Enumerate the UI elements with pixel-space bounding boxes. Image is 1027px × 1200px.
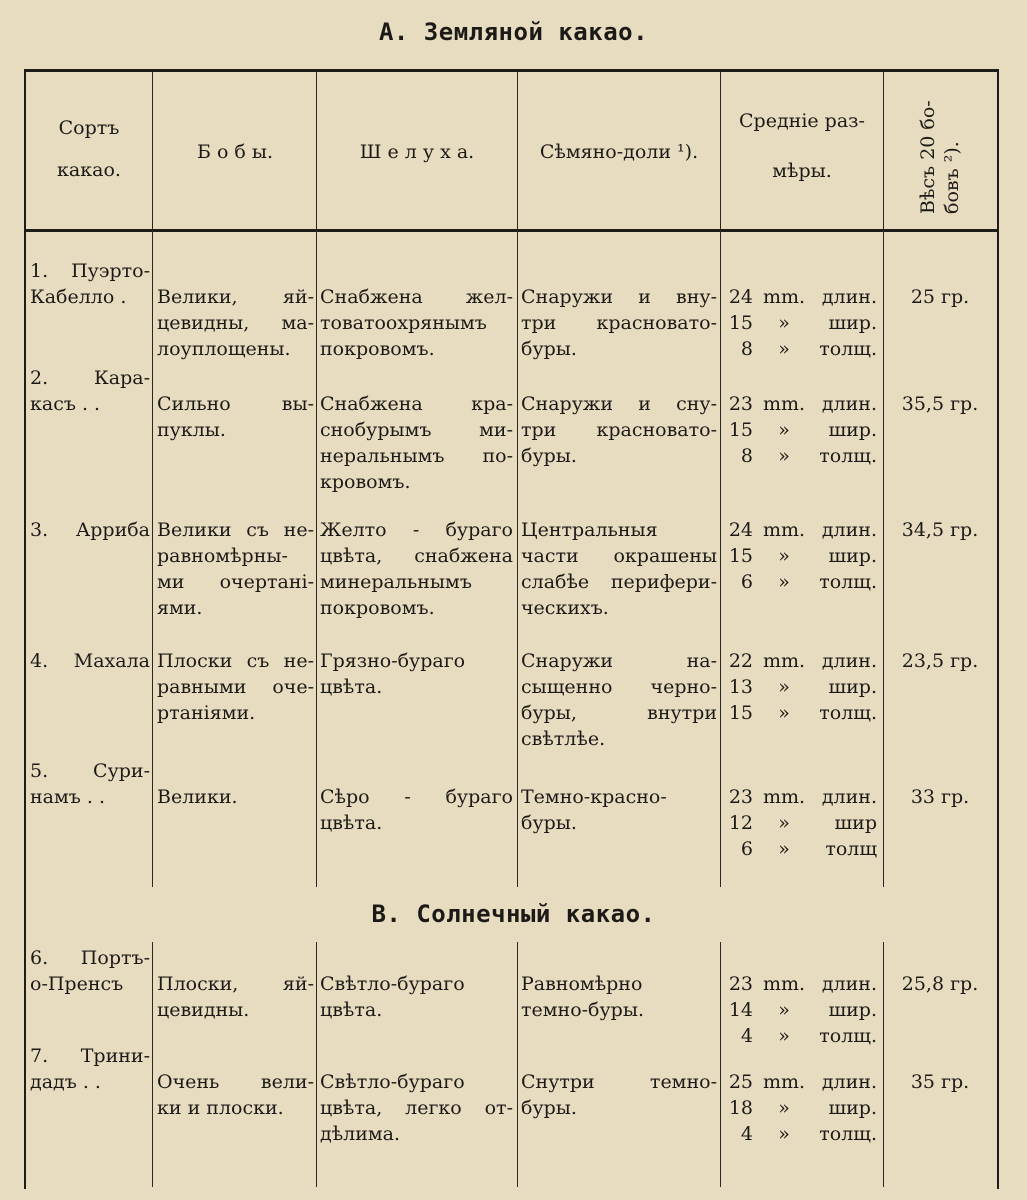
cell-weight (886, 391, 994, 417)
cell-cotyledons-line: Темно-красно- (521, 786, 667, 808)
cell-husk-line: Желто - бураго (320, 519, 513, 541)
cell-cotyledons-line: Равномѣрно (521, 973, 643, 995)
dimension-unit: mm. (762, 1071, 806, 1093)
header-weight (916, 100, 964, 214)
column-divider (316, 942, 317, 1187)
cell-husk-line: Сѣро - бураго (320, 786, 513, 808)
dimension-line (723, 971, 883, 997)
cell-cotyledons-line: Снаружи на- (521, 650, 717, 672)
cell-beans-line: Плоски, яй- (157, 973, 314, 995)
cell-husk-line: неральнымъ по- (320, 445, 513, 467)
cell-cotyledons-line: ческихъ. (521, 597, 609, 619)
dimension-line (723, 674, 883, 700)
cell-cotyledons-line: три красновато- (521, 419, 717, 441)
cell-husk-line: цвѣта. (320, 812, 383, 834)
dimension-value: 6 (740, 838, 753, 860)
dimension-line (723, 569, 883, 595)
dimension-unit: » (778, 838, 790, 860)
dimension-unit: mm. (762, 393, 806, 415)
cell-dimensions (723, 391, 883, 469)
cell-husk (320, 971, 513, 1023)
cell-cotyledons-line: буры. (521, 445, 577, 467)
column-divider (152, 72, 153, 887)
header-bottom-rule (24, 229, 999, 232)
dimension-line (723, 284, 883, 310)
cell-husk-line: минеральнымъ (320, 571, 472, 593)
dimension-unit: » (778, 545, 790, 567)
cell-husk (320, 284, 513, 362)
cell-husk-line: дѣлима. (320, 1123, 401, 1145)
cell-husk (320, 784, 513, 836)
cell-sort-line: 3. Арриба (30, 519, 150, 541)
header-sort-line1: Сортъ (58, 117, 120, 139)
dimension-value: 25 (728, 1071, 753, 1093)
dimension-kind: толщ. (819, 338, 877, 360)
dimension-kind: длин. (821, 786, 877, 808)
dimension-line (723, 417, 883, 443)
cell-cotyledons-line: свѣтлѣе. (521, 728, 606, 750)
dimension-value: 15 (728, 702, 753, 724)
cell-beans-line: ми очертані- (157, 571, 314, 593)
cell-beans-line: лоуплощены. (157, 338, 291, 360)
cell-beans (157, 284, 314, 362)
cell-dimensions (723, 1069, 883, 1147)
cell-cotyledons-line: Снаружи и вну- (521, 286, 717, 308)
section-b-title: В. Солнечный какао. (371, 900, 656, 928)
cell-sort-line: 1. Пуэрто- (30, 260, 150, 282)
cell-husk-line: цвѣта, снабжена (320, 545, 513, 567)
cell-sort (30, 758, 150, 810)
dimension-unit: » (778, 1025, 790, 1047)
dimension-unit: mm. (762, 786, 806, 808)
cell-husk (320, 391, 513, 495)
cell-dimensions (723, 971, 883, 1049)
cell-sort-line: Кабелло . (30, 286, 127, 308)
dimension-value: 15 (728, 545, 753, 567)
dimension-line (723, 310, 883, 336)
dimension-line (723, 700, 883, 726)
cell-weight (886, 971, 994, 997)
cell-cotyledons-line: темно-буры. (521, 999, 644, 1021)
dimension-value: 15 (728, 312, 753, 334)
header-sizes-line1: Средніе раз- (739, 110, 865, 132)
dimension-value: 18 (728, 1097, 753, 1119)
cell-sort-line: 4. Махала (30, 650, 150, 672)
header-weight-line2: бовъ ²). (941, 141, 963, 214)
cell-husk-line: снобурымъ ми- (320, 419, 513, 441)
header-beans: Б о б ы. (196, 141, 274, 163)
cell-cotyledons (521, 517, 717, 621)
cell-cotyledons-line: части окрашены (521, 545, 717, 567)
cell-dimensions (723, 517, 883, 595)
dimension-unit: » (778, 571, 790, 593)
dimension-kind: шир. (828, 676, 877, 698)
dimension-kind: толщ. (819, 1025, 877, 1047)
cell-husk (320, 517, 513, 621)
cell-husk (320, 1069, 513, 1147)
cell-sort-line: намъ . . (30, 786, 106, 808)
cell-beans-line: цевидны. (157, 999, 250, 1021)
table-right-border (997, 69, 999, 1189)
dimension-value: 8 (740, 445, 753, 467)
dimension-line (723, 1121, 883, 1147)
dimension-kind: толщ. (819, 1123, 877, 1145)
dimension-unit: » (778, 676, 790, 698)
header-weight-line1: Вѣсъ 20 бо- (917, 100, 939, 214)
cell-weight-line: 23,5 гр. (901, 650, 979, 672)
column-divider (517, 942, 518, 1187)
dimension-value: 14 (728, 999, 753, 1021)
cell-cotyledons (521, 784, 717, 836)
dimension-value: 24 (728, 519, 753, 541)
cell-cotyledons (521, 391, 717, 469)
dimension-kind: шир. (828, 545, 877, 567)
cell-sort-line: 5. Сури- (30, 760, 150, 782)
dimension-value: 12 (728, 812, 753, 834)
cell-cotyledons-line: Снутри темно- (521, 1071, 717, 1093)
column-divider (883, 72, 884, 887)
column-divider (517, 72, 518, 887)
cell-beans-line: пуклы. (157, 419, 226, 441)
cell-husk-line: цвѣта. (320, 676, 383, 698)
dimension-kind: толщ. (819, 702, 877, 724)
section-a-title: А. Земляной какао. (378, 18, 649, 46)
dimension-value: 23 (728, 786, 753, 808)
cell-cotyledons-line: три красновато- (521, 312, 717, 334)
cell-cotyledons-line: буры. (521, 812, 577, 834)
dimension-line (723, 784, 883, 810)
cell-husk-line: кровомъ. (320, 471, 411, 493)
cell-sort-line: о-Пренсъ (30, 973, 124, 995)
cell-beans-line: ями. (157, 597, 203, 619)
cell-cotyledons (521, 971, 717, 1023)
cell-husk-line: покровомъ. (320, 597, 435, 619)
cell-cotyledons-line: сыщенно черно- (521, 676, 717, 698)
cell-weight-line: 35 гр. (910, 1071, 970, 1093)
cell-sort-line: 2. Кара- (30, 367, 150, 389)
cell-dimensions (723, 284, 883, 362)
cell-cotyledons (521, 648, 717, 752)
table-top-rule (24, 69, 999, 72)
header-sort-line2: какао. (57, 159, 121, 181)
cell-cotyledons-line: буры, внутри (521, 702, 717, 724)
dimension-unit: » (778, 312, 790, 334)
header-husk: Ш е л у х а. (359, 141, 475, 163)
cell-beans-line: равномѣрны- (157, 545, 288, 567)
cell-cotyledons-line: слабѣе перифери- (521, 571, 717, 593)
cell-weight (886, 648, 994, 674)
cell-beans-line: Сильно вы- (157, 393, 314, 415)
dimension-line (723, 810, 883, 836)
column-divider (720, 942, 721, 1187)
dimension-kind: длин. (821, 973, 877, 995)
dimension-unit: » (778, 812, 790, 834)
column-divider (720, 72, 721, 887)
dimension-value: 23 (728, 393, 753, 415)
cell-husk-line: Грязно-бураго (320, 650, 466, 672)
dimension-value: 15 (728, 419, 753, 441)
dimension-kind: длин. (821, 519, 877, 541)
dimension-value: 4 (740, 1123, 753, 1145)
dimension-unit: mm. (762, 519, 806, 541)
cell-sort (30, 945, 150, 997)
cell-sort-line: 6. Портъ- (30, 947, 150, 969)
cell-sort-line: 7. Трини- (30, 1045, 150, 1067)
cell-beans (157, 1069, 314, 1121)
dimension-kind: толщ. (819, 571, 877, 593)
cell-sort (30, 648, 150, 674)
column-divider (316, 72, 317, 887)
cell-sort-line: дадъ . . (30, 1071, 101, 1093)
dimension-unit: mm. (762, 973, 806, 995)
cell-cotyledons (521, 1069, 717, 1121)
header-sizes-line2: мѣры. (772, 160, 832, 182)
dimension-kind: шир. (828, 312, 877, 334)
dimension-kind: толщ. (819, 445, 877, 467)
cell-beans-line: цевидны, ма- (157, 312, 314, 334)
dimension-unit: mm. (762, 650, 806, 672)
dimension-value: 22 (728, 650, 753, 672)
dimension-kind: шир. (828, 999, 877, 1021)
cell-weight (886, 517, 994, 543)
dimension-line (723, 543, 883, 569)
cell-weight-line: 35,5 гр. (901, 393, 979, 415)
dimension-unit: » (778, 702, 790, 724)
cell-weight (886, 784, 994, 810)
cell-sort (30, 258, 150, 310)
dimension-kind: толщ (825, 838, 877, 860)
cell-husk-line: товатоохрянымъ (320, 312, 487, 334)
cell-beans-line: равными оче- (157, 676, 314, 698)
dimension-line (723, 648, 883, 674)
cell-beans-line: Плоски съ не- (157, 650, 314, 672)
dimension-line (723, 443, 883, 469)
dimension-kind: длин. (821, 1071, 877, 1093)
cell-beans-line: ки и плоски. (157, 1097, 284, 1119)
cell-husk-line: Свѣтло-бураго (320, 1071, 465, 1093)
dimension-line (723, 1023, 883, 1049)
dimension-value: 13 (728, 676, 753, 698)
dimension-unit: » (778, 419, 790, 441)
dimension-line (723, 836, 883, 862)
dimension-kind: шир. (828, 419, 877, 441)
header-cotyledons: Сѣмяно-доли ¹). (539, 141, 699, 163)
header-sizes (723, 108, 881, 184)
cell-weight-line: 25,8 гр. (901, 973, 979, 995)
cell-weight-line: 33 гр. (910, 786, 970, 808)
column-divider (883, 942, 884, 1187)
dimension-line (723, 391, 883, 417)
dimension-line (723, 336, 883, 362)
dimension-kind: шир (834, 812, 877, 834)
cell-dimensions (723, 784, 883, 862)
dimension-unit: » (778, 1097, 790, 1119)
cell-husk-line: Снабжена кра- (320, 393, 513, 415)
cell-dimensions (723, 648, 883, 726)
cell-sort (30, 517, 150, 543)
header-sort (30, 115, 148, 183)
cell-weight-line: 34,5 гр. (901, 519, 979, 541)
dimension-line (723, 1069, 883, 1095)
dimension-unit: » (778, 338, 790, 360)
cell-husk-line: Снабжена жел- (320, 286, 513, 308)
cell-weight (886, 284, 994, 310)
dimension-unit: » (778, 445, 790, 467)
cell-husk (320, 648, 513, 700)
dimension-kind: длин. (821, 286, 877, 308)
cell-husk-line: покровомъ. (320, 338, 435, 360)
cell-beans-line: Велики, яй- (157, 286, 314, 308)
dimension-unit: » (778, 999, 790, 1021)
cell-beans (157, 648, 314, 726)
dimension-value: 24 (728, 286, 753, 308)
cell-beans (157, 391, 314, 443)
cell-cotyledons-line: Центральныя (521, 519, 658, 541)
dimension-value: 4 (740, 1025, 753, 1047)
cell-sort (30, 1043, 150, 1095)
dimension-value: 8 (740, 338, 753, 360)
table-left-border (24, 69, 26, 1189)
cell-cotyledons-line: буры. (521, 1097, 577, 1119)
cell-beans (157, 784, 314, 810)
cell-beans-line: Велики. (157, 786, 238, 808)
cell-beans-line: Очень вели- (157, 1071, 314, 1093)
dimension-unit: » (778, 1123, 790, 1145)
cell-cotyledons (521, 284, 717, 362)
cell-sort-line: касъ . . (30, 393, 101, 415)
dimension-line (723, 517, 883, 543)
dimension-unit: mm. (762, 286, 806, 308)
cell-sort (30, 365, 150, 417)
cell-cotyledons-line: буры. (521, 338, 577, 360)
cell-beans-line: ртаніями. (157, 702, 256, 724)
dimension-kind: шир. (828, 1097, 877, 1119)
column-divider (152, 942, 153, 1187)
dimension-line (723, 1095, 883, 1121)
cell-beans-line: Велики съ не- (157, 519, 314, 541)
dimension-value: 23 (728, 973, 753, 995)
cell-beans (157, 517, 314, 621)
dimension-line (723, 997, 883, 1023)
cell-weight (886, 1069, 994, 1095)
cell-beans (157, 971, 314, 1023)
cell-husk-line: Свѣтло-бураго (320, 973, 465, 995)
dimension-kind: длин. (821, 393, 877, 415)
dimension-value: 6 (740, 571, 753, 593)
cell-weight-line: 25 гр. (910, 286, 970, 308)
cell-husk-line: цвѣта. (320, 999, 383, 1021)
dimension-kind: длин. (821, 650, 877, 672)
cell-husk-line: цвѣта, легко от- (320, 1097, 513, 1119)
cell-cotyledons-line: Снаружи и сну- (521, 393, 717, 415)
